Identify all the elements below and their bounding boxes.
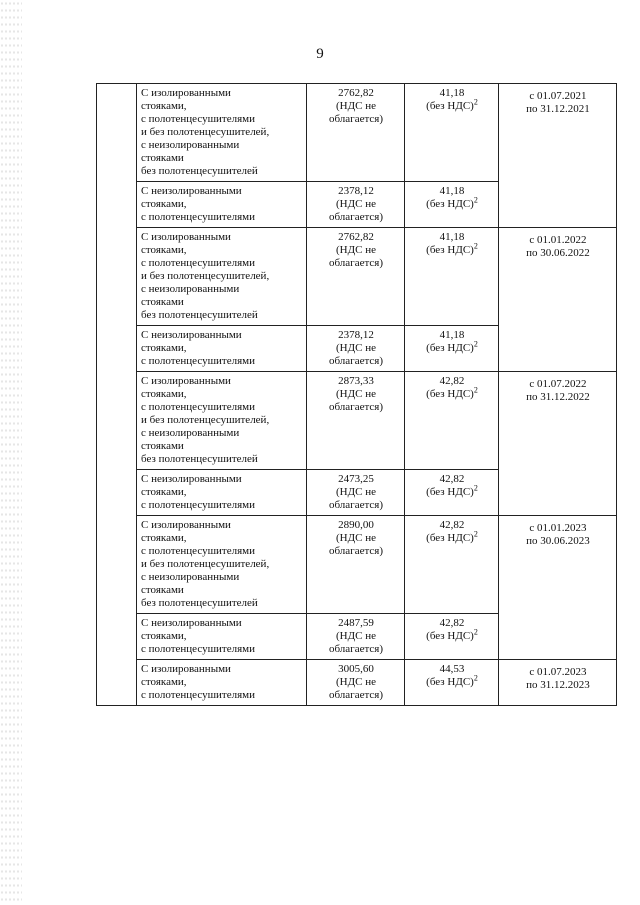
vat-note: (НДС не (336, 388, 376, 400)
price-value: 2762,82 (338, 87, 374, 99)
description-line: без полотенцесушителей (141, 309, 258, 321)
vat-note: облагается) (328, 257, 384, 269)
description-line: с полотенцесушителями (141, 499, 256, 511)
description-line: С изолированными (141, 375, 231, 387)
heat-value: 44,53 (439, 663, 465, 675)
description-line: С изолированными (141, 519, 231, 531)
heat-cell (405, 660, 499, 706)
heat-cell (405, 470, 499, 516)
description-line: с полотенцесушителями (141, 211, 256, 223)
heat-value: 42,82 (439, 617, 465, 629)
description-line: и без полотенцесушителей, (141, 414, 270, 426)
row-1 (97, 84, 617, 182)
page-number: 9 (316, 46, 324, 62)
price-value: 2873,33 (338, 375, 374, 387)
heat-value: 41,18 (439, 185, 465, 197)
description-line: стояками (141, 584, 184, 596)
description-line: стояками (141, 152, 184, 164)
heat-cell (405, 326, 499, 372)
vat-note: (НДС не (336, 100, 376, 112)
description-line: с полотенцесушителями (141, 643, 256, 655)
description-line: стояками, (141, 100, 187, 112)
vat-note-line (409, 241, 495, 257)
price-cell (307, 372, 405, 470)
period-start: с 01.01.2023 (529, 522, 587, 534)
description-cell (137, 228, 307, 326)
price-value: 2762,82 (338, 231, 374, 243)
price-value: 2378,12 (338, 185, 374, 197)
heat-value: 42,82 (439, 519, 465, 531)
vat-note: (без НДС) (426, 198, 474, 210)
vat-note-line (409, 529, 495, 545)
description-cell (137, 470, 307, 516)
footnote-mark: 2 (473, 385, 478, 395)
footnote-mark: 2 (473, 241, 478, 251)
description-cell (137, 660, 307, 706)
vat-note: (НДС не (336, 532, 376, 544)
description-line: с полотенцесушителями (141, 689, 256, 701)
vat-note: (без НДС) (426, 486, 474, 498)
description-line: с неизолированными (141, 283, 240, 295)
period-end: по 30.06.2023 (526, 535, 590, 547)
description-line: с полотенцесушителями (141, 113, 256, 125)
heat-cell (405, 372, 499, 470)
row-3 (97, 228, 617, 326)
vat-note-line (409, 195, 495, 211)
price-cell (307, 228, 405, 326)
period-cell (499, 516, 617, 660)
heat-value: 42,82 (439, 473, 465, 485)
period-end: по 30.06.2022 (526, 247, 590, 259)
description-line: стояками, (141, 388, 187, 400)
description-line: с полотенцесушителями (141, 545, 256, 557)
row-5 (97, 372, 617, 470)
heat-cell (405, 614, 499, 660)
description-line: с полотенцесушителями (141, 401, 256, 413)
description-cell (137, 372, 307, 470)
vat-note: (без НДС) (426, 244, 474, 256)
description-cell (137, 614, 307, 660)
price-value: 3005,60 (338, 663, 374, 675)
footnote-mark: 2 (473, 97, 478, 107)
vat-note: облагается) (328, 113, 384, 125)
price-cell (307, 182, 405, 228)
vat-note: (без НДС) (426, 630, 474, 642)
period-start: с 01.07.2022 (529, 378, 587, 390)
footnote-mark: 2 (473, 627, 478, 637)
vat-note-line (409, 385, 495, 401)
footnote-mark: 2 (473, 529, 478, 539)
description-line: с полотенцесушителями (141, 257, 256, 269)
vat-note: (без НДС) (426, 100, 474, 112)
description-line: без полотенцесушителей (141, 165, 258, 177)
description-line: без полотенцесушителей (141, 597, 258, 609)
period-start: с 01.01.2022 (529, 234, 587, 246)
vat-note: облагается) (328, 545, 384, 557)
row-9 (97, 660, 617, 706)
vat-note-line (409, 97, 495, 113)
vat-note: (НДС не (336, 244, 376, 256)
price-cell (307, 326, 405, 372)
vat-note: (без НДС) (426, 342, 474, 354)
description-line: стояками, (141, 244, 187, 256)
vat-note: облагается) (328, 401, 384, 413)
price-cell (307, 84, 405, 182)
vat-note: (НДС не (336, 630, 376, 642)
description-line: стояками, (141, 342, 187, 354)
heat-value: 42,82 (439, 375, 465, 387)
vat-note: (без НДС) (426, 388, 474, 400)
vat-note: (без НДС) (426, 676, 474, 688)
period-start: с 01.07.2023 (529, 666, 587, 678)
description-line: стояками, (141, 486, 187, 498)
price-value: 2473,25 (338, 473, 374, 485)
footnote-mark: 2 (473, 673, 478, 683)
empty-column (97, 84, 137, 706)
description-line: стояками, (141, 630, 187, 642)
vat-note: облагается) (328, 689, 384, 701)
description-line: С изолированными (141, 663, 231, 675)
description-line: стояками (141, 296, 184, 308)
vat-note-line (409, 673, 495, 689)
footnote-mark: 2 (473, 339, 478, 349)
period-cell (499, 372, 617, 516)
vat-note: (НДС не (336, 486, 376, 498)
description-line: и без полотенцесушителей, (141, 558, 270, 570)
price-cell (307, 614, 405, 660)
description-line: стояками (141, 440, 184, 452)
footnote-mark: 2 (473, 483, 478, 493)
heat-value: 41,18 (439, 87, 465, 99)
description-cell (137, 516, 307, 614)
price-value: 2487,59 (338, 617, 374, 629)
tariff-table (96, 83, 617, 706)
period-cell (499, 660, 617, 706)
description-line: стояками, (141, 198, 187, 210)
vat-note: облагается) (328, 355, 384, 367)
description-line: и без полотенцесушителей, (141, 126, 270, 138)
description-line: стояками, (141, 532, 187, 544)
description-line: с полотенцесушителями (141, 355, 256, 367)
description-cell (137, 182, 307, 228)
description-line: с неизолированными (141, 139, 240, 151)
price-cell (307, 660, 405, 706)
vat-note: (НДС не (336, 198, 376, 210)
heat-value: 41,18 (439, 231, 465, 243)
period-cell (499, 84, 617, 228)
heat-cell (405, 84, 499, 182)
vat-note-line (409, 483, 495, 499)
description-line: С неизолированными (141, 617, 242, 629)
period-start: с 01.07.2021 (529, 90, 587, 102)
vat-note: облагается) (328, 499, 384, 511)
vat-note-line (409, 627, 495, 643)
heat-cell (405, 516, 499, 614)
description-line: С неизолированными (141, 473, 242, 485)
vat-note: (НДС не (336, 676, 376, 688)
vat-note: облагается) (328, 211, 384, 223)
description-line: с неизолированными (141, 571, 240, 583)
price-value: 2378,12 (338, 329, 374, 341)
description-cell (137, 84, 307, 182)
description-cell (137, 326, 307, 372)
row-7 (97, 516, 617, 614)
price-value: 2890,00 (338, 519, 374, 531)
period-end: по 31.12.2022 (526, 391, 590, 403)
scan-margin-marks (0, 0, 22, 905)
heat-cell (405, 228, 499, 326)
heat-cell (405, 182, 499, 228)
heat-value: 41,18 (439, 329, 465, 341)
description-line: С неизолированными (141, 185, 242, 197)
description-line: и без полотенцесушителей, (141, 270, 270, 282)
tariff-table-body (97, 84, 617, 706)
period-end: по 31.12.2023 (526, 679, 590, 691)
period-end: по 31.12.2021 (526, 103, 590, 115)
description-line: С изолированными (141, 87, 231, 99)
description-line: С изолированными (141, 231, 231, 243)
price-cell (307, 470, 405, 516)
period-cell (499, 228, 617, 372)
description-line: без полотенцесушителей (141, 453, 258, 465)
vat-note-line (409, 339, 495, 355)
description-line: стояками, (141, 676, 187, 688)
footnote-mark: 2 (473, 195, 478, 205)
description-line: с неизолированными (141, 427, 240, 439)
vat-note: облагается) (328, 643, 384, 655)
price-cell (307, 516, 405, 614)
vat-note: (без НДС) (426, 532, 474, 544)
description-line: С неизолированными (141, 329, 242, 341)
vat-note: (НДС не (336, 342, 376, 354)
